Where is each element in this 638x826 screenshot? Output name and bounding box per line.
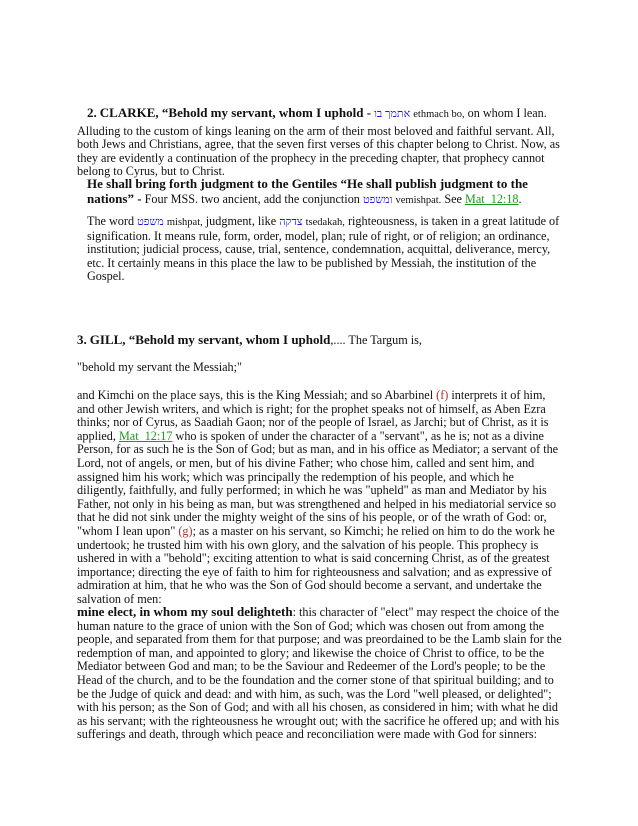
clarke-number: 2. xyxy=(87,105,97,120)
gill-elect-block xyxy=(77,605,563,742)
word-intro: The word xyxy=(87,214,135,228)
period: . xyxy=(518,191,522,206)
gill-elect-heading: mine elect, in whom my soul delighteth xyxy=(77,604,293,619)
gill-paragraph-1 xyxy=(77,389,563,607)
gill-text-b: interprets it of him, and other Jewish writers, and which is right; for the prophet speaks not of himself, as Aben Ezra thinks; nor of Cyrus, as Saadiah Gaon; nor of the people of Israel, as Jarchi; but of Christ, as it is applied, xyxy=(77,388,549,443)
gill-targum-quote: "behold my servant the Messiah;" xyxy=(77,360,242,374)
gill-text-c: who is spoken of under the character of a "servant", as he is; not as a divine Person, for as such he is the Son of God; but as man, and in his office as Mediator; a servant of the Lord, not of angels, or men, but of his divine Father; who chose him, called and sent him, and assigned him his work; which was principally the redemption of his people, and which he diligently, faithfully, and fully performed; in which he was "upheld" as man and Mediator by his Father, not only in his being as man, but was strengthened and helped in his mediatorial service so that he did not sink under the mighty weight of the sins of his people, or of the wrath of God: or, "whom I lean upon" xyxy=(77,428,559,538)
gill-heading-line xyxy=(77,333,563,348)
see-label: See xyxy=(444,191,462,206)
gill-text-a: and Kimchi on the place says, this is the King Messiah; and so Abarbinel xyxy=(77,388,434,402)
clarke-paragraph-1: Alluding to the custom of kings leaning on the arm of their most beloved and faithful servant. All, both Jews and Christians, agree, that the seven first verses of this chapter belong to Christ. Now, as they are evidently a continuation of the prophecy in the preceding chapter, that prophecy cannot belong to Cyrus, but to Christ. xyxy=(77,123,560,179)
translit-tsedakah: tsedakah, xyxy=(305,217,345,228)
gill-heading-tail: ,.... The Targum is, xyxy=(330,333,422,347)
gill-number: 3. xyxy=(77,332,87,347)
footnote-f[interactable]: (f) xyxy=(436,388,449,402)
clarke-heading: CLARKE, “Behold my servant, whom I uphold - xyxy=(99,105,372,120)
judgment-like-text: judgment, like xyxy=(205,214,277,228)
translit-vemishpat: vemishpat. xyxy=(395,194,442,206)
gill-elect-text: : this character of "elect" may respect the choice of the human nature to the grace of union with the Son of God; which was chosen out from among the people, and separated from them for that purpose; and was preordained to be the Lamb slain for the redemption of man, and appointed to glory; and likewise the choice of Christ to office, to be the Mediator between God and man; to be the Saviour and Redeemer of the Lord's people; to be the Head of the church, and to be the foundation and the corner stone of that spiritual building; and to be the Judge of quick and dead: and with him, as such, was the Lord "well pleased, or delighted"; with his person; as the Son of God; and with all his chosen, as considered in him; with what he did as his servant; with the righteousness he wrought out; with the sacrifice he offered up; and with his sufferings and death, through which peace and reconciliation were made with God for sinners: xyxy=(77,605,562,742)
clarke-conjunction-text: Four MSS. two ancient, add the conjunction xyxy=(144,191,360,206)
scripture-link-mat-12-17[interactable]: Mat_12:17 xyxy=(118,428,173,443)
clarke-judgment-heading: He shall bring forth judgment to the Gentiles “He shall publish judgment to the nations” - xyxy=(87,176,528,206)
gill-section xyxy=(77,333,563,348)
gill-text-d: ; as a master on his servant, so Kimchi; he relied on him to do the work he undertook; he trusted him with his own glory, and the salvation of his people. This prophecy is ushered in with a "behold"; exciting attention to what is said concerning Christ, as of the greatest importance; directing the eye of faith to him for righteousness and salvation; and as expressive of admiration at him, that he who was the Son of God should become a servant, and undertake the salvation of men: xyxy=(77,523,555,606)
gill-main-block xyxy=(77,389,563,607)
gill-targum-block xyxy=(77,361,563,375)
hebrew-ethmach-bo: אתמך בו xyxy=(374,108,411,120)
gill-heading: GILL, “Behold my servant, whom I uphold xyxy=(89,332,331,347)
translit-mishpat: mishpat, xyxy=(166,217,203,228)
clarke-section xyxy=(77,106,563,179)
clarke-judgment-section xyxy=(77,177,563,207)
clarke-heading-tail: on whom I lean. xyxy=(467,106,547,120)
clarke-judgment-paragraph xyxy=(77,177,563,207)
footnote-g[interactable]: (g) xyxy=(178,523,193,538)
clarke-word-section xyxy=(77,215,563,284)
clarke-word-text: righteousness, is taken in a great latitude of signification. It means rule, form, order, model, plan; rule of right, or of religion; an ordinance, institution; judicial process, cause, trial, sentence, condemnation, acquittal, deliverance, mercy, etc. It certainly means in this place the law to be published by Messiah, the institution of the Gospel. xyxy=(87,214,560,284)
translit-ethmach-bo: ethmach bo, xyxy=(413,109,465,120)
gill-elect-paragraph xyxy=(77,605,563,742)
clarke-heading-line xyxy=(77,106,563,122)
hebrew-tsedakah: צדקה xyxy=(279,216,303,228)
scripture-link-mat-12-18[interactable]: Mat_12:18 xyxy=(465,191,519,206)
clarke-word-paragraph xyxy=(77,215,563,284)
hebrew-mishpat: משפט xyxy=(137,216,164,228)
hebrew-vemishpat: ומשפט xyxy=(362,193,393,206)
